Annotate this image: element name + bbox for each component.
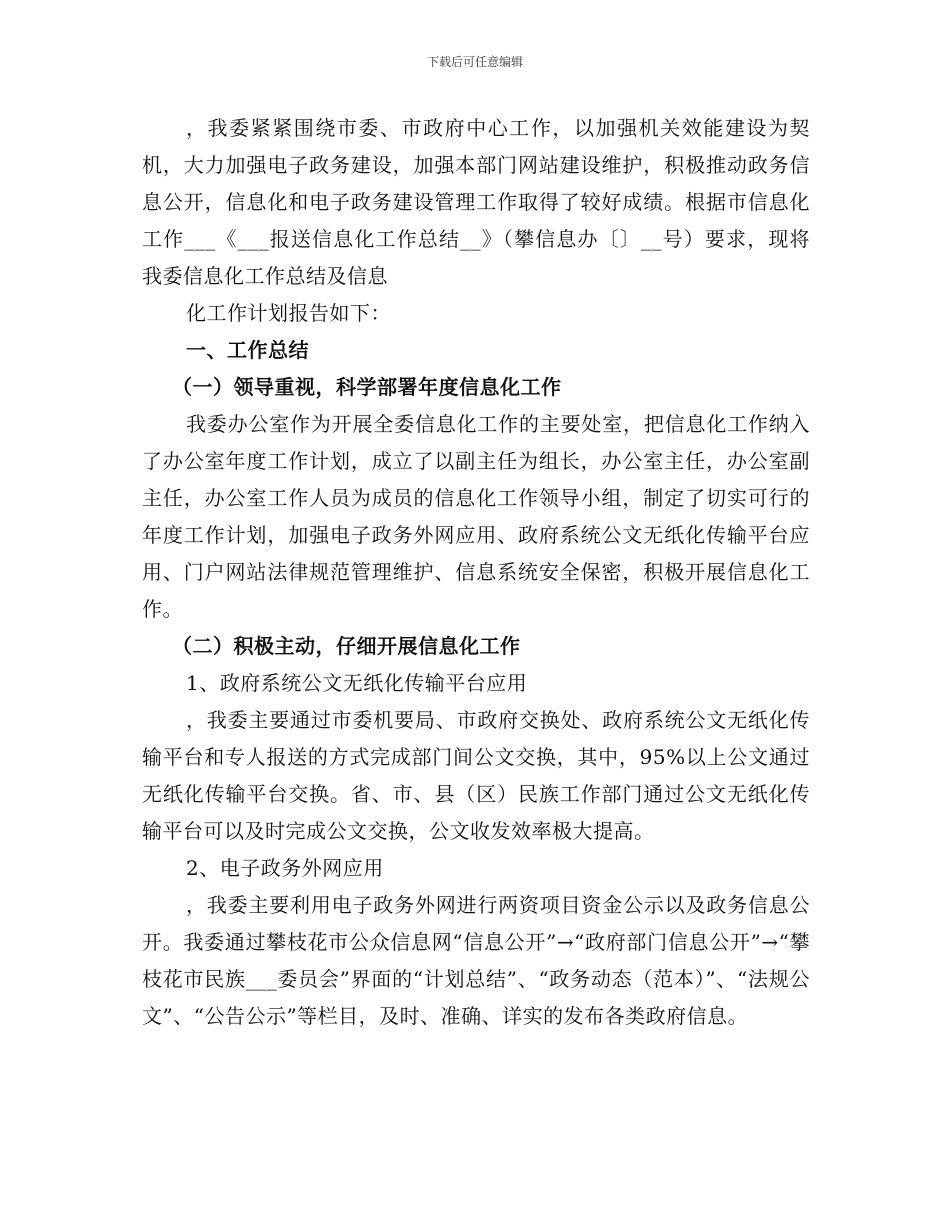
item-1-paragraph: ，我委主要通过市委机要局、市政府交换处、政府系统公文无纸化传输平台和专人报送的方式完成部门间公文交换，其中，95%以上公文通过无纸化传输平台交换。省、市、县（区）民族工作部门通过公文无纸化传输平台可以及时完成公文交换，公文收发效率极大提高。 [142, 708, 810, 843]
subsection-heading-2: （二）积极主动，仔细开展信息化工作 [172, 634, 521, 658]
intro-paragraph: ，我委紧紧围绕市委、市政府中心工作，以加强机关效能建设为契机，大力加强电子政务建设，加强本部门网站建设维护，积极推动政务信息公开，信息化和电子政务建设管理工作取得了较好成绩。根据市信息化工作___《___报送信息化工作总结__》（攀信息办〔〕__号）要求，现将我委信息化工作总结及信息 [142, 116, 810, 288]
subsection-heading-1: （一）领导重视，科学部署年度信息化工作 [172, 375, 562, 399]
section-heading-work-summary: 一、工作总结 [186, 338, 309, 362]
intro-continuation: 化工作计划报告如下： [186, 301, 391, 325]
item-heading-1: 1、政府系统公文无纸化传输平台应用 [186, 671, 528, 695]
item-heading-2: 2、电子政务外网应用 [186, 856, 384, 880]
item-2-paragraph: ，我委主要利用电子政务外网进行两资项目资金公示以及政务信息公开。我委通过攀枝花市公众信息网“信息公开”→“政府部门信息公开”→“攀枝花市民族___委员会”界面的“计划总结”、“政务动态（范本）”、“法规公文”、“公告公示”等栏目，及时、准确、详实的发布各类政府信息。 [142, 893, 810, 1028]
page-header: 下载后可任意编辑 [426, 55, 523, 69]
subsection-1-paragraph: 我委办公室作为开展全委信息化工作的主要处室，把信息化工作纳入了办公室年度工作计划，成立了以副主任为组长，办公室主任，办公室副主任，办公室工作人员为成员的信息化工作领导小组，制定了切实可行的年度工作计划，加强电子政务外网应用、政府系统公文无纸化传输平台应用、门户网站法律规范管理维护、信息系统安全保密，积极开展信息化工作。 [142, 412, 810, 621]
document-body [142, 110, 810, 1035]
